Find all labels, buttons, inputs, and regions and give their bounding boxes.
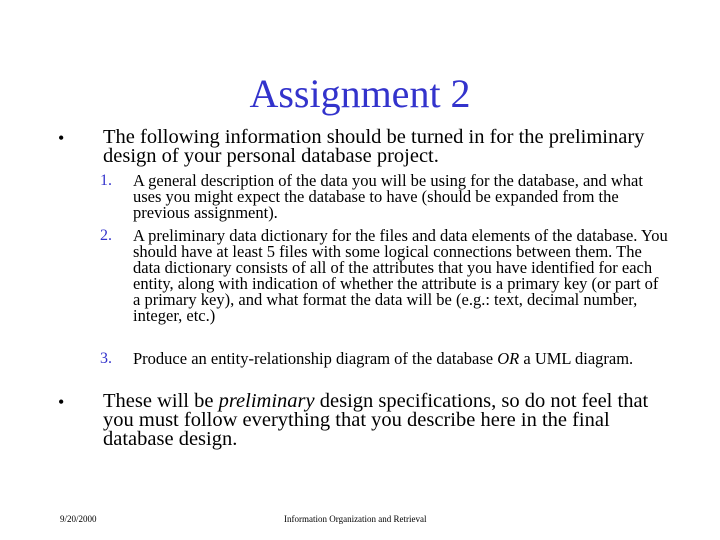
slide-title: Assignment 2 <box>249 71 471 116</box>
list-item-text-emphasis: OR <box>497 349 520 368</box>
list-number: 2. <box>100 227 112 244</box>
list-item-text-part: Produce an entity-relationship diagram of the database <box>133 349 498 368</box>
bullet-text-emphasis: preliminary <box>218 390 315 412</box>
bullet-text-2 <box>103 392 663 449</box>
list-item-text: A general description of the data you will be using for the database, and what uses you might expect the database to have (should be expanded from the previous assignment). <box>133 171 643 222</box>
bullet-text-1: The following information should be turned in for the preliminary design of your personal database project. <box>103 126 645 167</box>
bullet-text-part: These will be <box>103 390 219 412</box>
bullet-text-part: design specifications, so do not feel that you must follow everything that you describe here in the final database design. <box>103 390 649 450</box>
list-item-text <box>133 351 668 367</box>
bullet-icon: • <box>58 392 65 412</box>
bullet-icon: • <box>58 128 65 148</box>
footer-date: 9/20/2000 <box>60 514 97 524</box>
list-number: 3. <box>100 350 112 367</box>
list-number: 1. <box>100 172 112 189</box>
list-item-text-part: a UML diagram. <box>519 349 634 368</box>
footer-course: Information Organization and Retrieval <box>284 514 427 524</box>
list-item-text: A preliminary data dictionary for the files and data elements of the database. You should have at least 5 files with some logical connections between them. The data dictionary consists of all of the attributes that you have identified for each entity, along with indication of whether the attribute is a primary key (or part of a primary key), and what format the data will be (e.g.: text, decimal number, integer, etc.) <box>133 226 668 325</box>
